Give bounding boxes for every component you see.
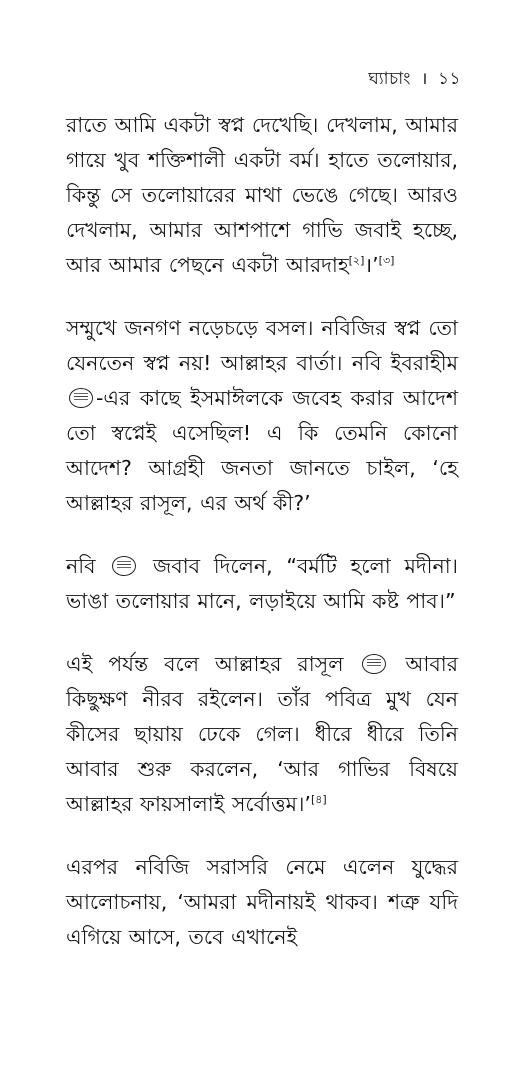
paragraph-4-text-a: এই পর্যন্ত বলে আল্লাহর রাসূল <box>66 652 344 676</box>
running-header <box>368 66 461 94</box>
header-separator: । <box>420 69 428 89</box>
paragraph-3-text-a: নবি <box>66 554 96 578</box>
paragraph-4-closing: ।’ <box>297 792 311 816</box>
paragraph-5-text: এরপর নবিজি সরাসরি নেমে এলেন যুদ্ধের আলোচনায়, ‘আমরা মদীনায়ই থাকব। শত্রু যদি এগিয়ে আসে, তবে এখানেই <box>66 855 458 949</box>
paragraph-4-text-b: আবার কিছুক্ষণ নীরব রইলেন। তাঁর পবিত্র মুখ যেন কীসের ছায়ায় ঢেকে গেল। ধীরে ধীরে তিনি আবার শুরু করলেন, ‘আর গাভির বিষয়ে আল্লাহর ফায়সালাই সর্বোত্তম <box>66 652 458 816</box>
footnote-ref-3: [৩] <box>378 254 395 268</box>
paragraph-2 <box>66 311 458 521</box>
page-body <box>66 108 458 983</box>
honorific-seal-icon <box>69 388 93 408</box>
footnote-ref-4: [৪] <box>310 793 327 807</box>
paragraph-5 <box>66 850 458 955</box>
paragraph-3 <box>66 549 458 619</box>
page-number: ১১ <box>437 69 461 89</box>
paragraph-3-text-b: জবাব দিলেন, “বর্মটি হলো মদীনা। ভাঙা তলোয়ার মানে, লড়াইয়ে আমি কষ্ট পাব।” <box>66 554 458 613</box>
honorific-seal-icon <box>362 654 386 674</box>
paragraph-2-text-a: সম্মুখে জনগণ নড়েচড়ে বসল। নবিজির স্বপ্ন তো যেনতেন স্বপ্ন নয়! আল্লাহর বার্তা। নবি ইবরাহীম <box>66 316 458 375</box>
paragraph-1-closing: ।’ <box>364 253 379 277</box>
paragraph-4 <box>66 647 458 822</box>
book-title: ঘ্যাচাং <box>368 69 411 89</box>
honorific-seal-icon <box>112 556 136 576</box>
paragraph-1 <box>66 108 458 283</box>
paragraph-2-text-b: -এর কাছে ইসমাঈলকে জবেহ করার আদেশ তো স্বপ্নেই এসেছিল! এ কি তেমনি কোনো আদেশ? আগ্রহী জনতা জানতে চাইল, ‘হে আল্লাহর রাসূল, এর অর্থ কী?’ <box>66 386 458 515</box>
paragraph-1-text: রাতে আমি একটা স্বপ্ন দেখেছি। দেখলাম, আমার গায়ে খুব শক্তিশালী একটা বর্ম। হাতে তলোয়ার, কিন্তু সে তলোয়ারের মাথা ভেঙে গেছে। আরও দেখলাম, আমার আশপাশে গাভি জবাই হচ্ছে, আর আমার পেছনে একটা আরদাহ <box>66 113 458 277</box>
footnote-ref-2: [২] <box>348 254 365 268</box>
